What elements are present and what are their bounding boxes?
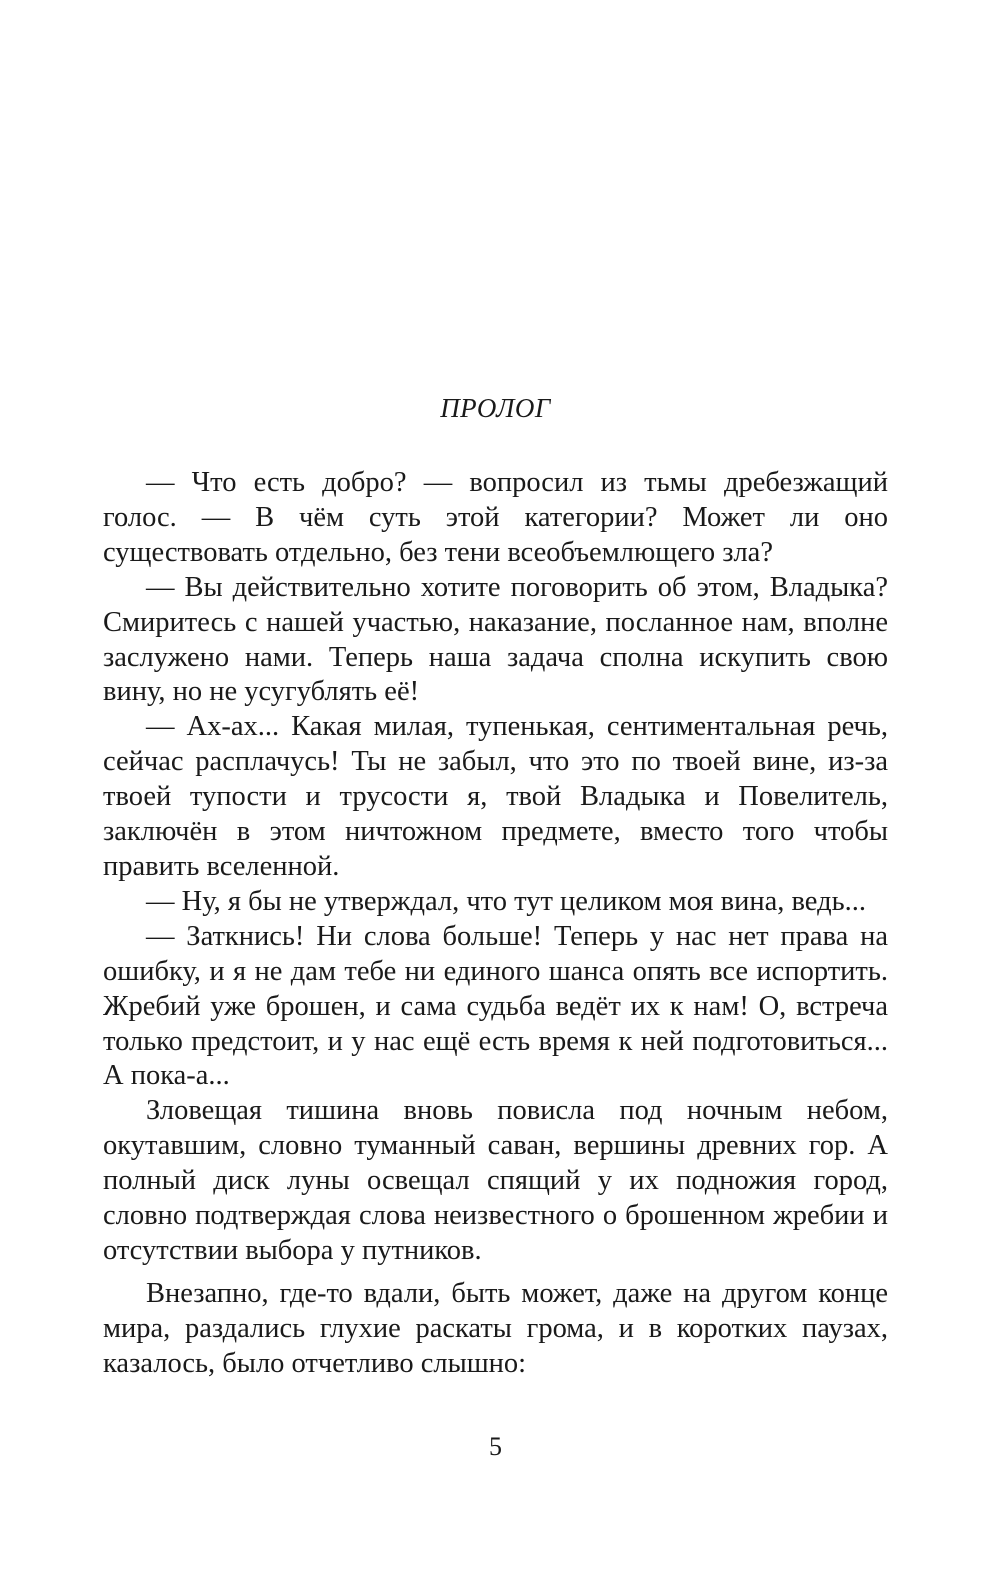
- paragraph: — Вы действительно хотите поговорить об этом, Владыка? Смиритесь с нашей участью, наказание, посланное нам, вполне заслужено нами. Теперь наша задача сполна искупить свою вину, но не усугублять её!: [103, 571, 888, 708]
- paragraph: — Ах-ах... Какая милая, тупенькая, сентиментальная речь, сейчас расплачусь! Ты не забыл, что это по твоей вине, из-за твоей тупости и трусости я, твой Владыка и Повелитель, заключён в этом ничтожном предмете, вместо того чтобы править вселенной.: [103, 711, 888, 882]
- book-page: [103, 0, 888, 1575]
- paragraph: Внезапно, где-то вдали, быть может, даже на другом конце мира, раздались глухие раскаты грома, и в коротких паузах, казалось, было отчетливо слышно:: [103, 1277, 888, 1379]
- body-text: [103, 466, 888, 1382]
- paragraph: Зловещая тишина вновь повисла под ночным небом, окутавшим, словно туманный саван, вершины древних гор. А полный диск луны освещал спящий у их подножия город, словно подтверждая слова неизвестного о брошенном жребии и отсутствии выбора у путников.: [103, 1095, 888, 1266]
- chapter-title: ПРОЛОГ: [440, 393, 551, 423]
- page-number: 5: [489, 1432, 502, 1461]
- paragraph: — Заткнись! Ни слова больше! Теперь у нас нет права на ошибку, и я не дам тебе ни единого шанса опять все испортить. Жребий уже брошен, и сама судьба ведёт их к нам! О, встреча только предстоит, и у нас ещё есть время к ней подготовиться... А пока-а...: [103, 920, 888, 1092]
- paragraph: — Ну, я бы не утверждал, что тут целиком моя вина, ведь...: [146, 885, 866, 917]
- paragraph: — Что есть добро? — вопросил из тьмы дребезжащий голос. — В чём суть этой категории? Может ли оно существовать отдельно, без тени всеобъемлющего зла?: [103, 467, 888, 568]
